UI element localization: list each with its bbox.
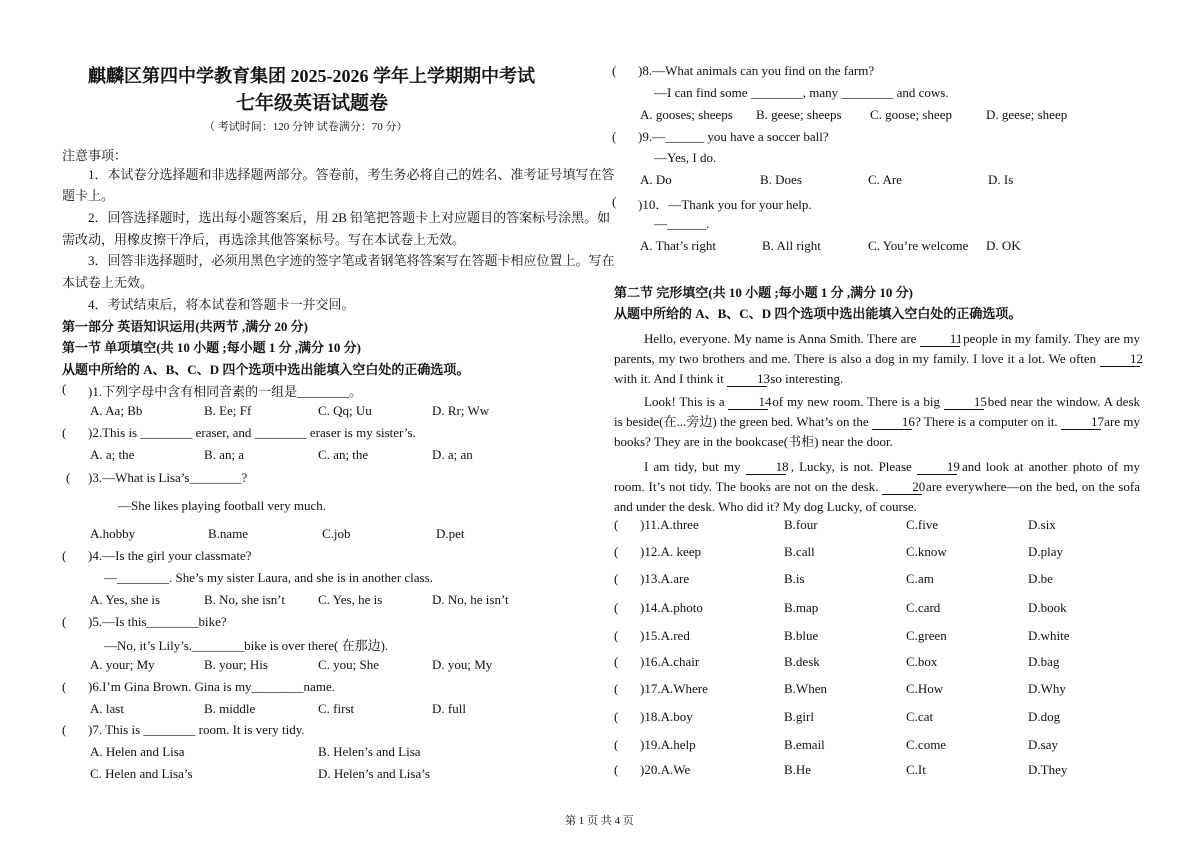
question-stem: )3.—What is Lisa’s________? [88, 470, 248, 485]
answer-paren: ( [62, 548, 67, 563]
cloze-option-b: B.desk [784, 654, 820, 669]
option-c: C. Qq; Uu [318, 403, 372, 418]
section1-heading: 第一节 单项填空(共 10 小题 ;每小题 1 分 ,满分 10 分) [62, 340, 361, 355]
section1-instruction: 从题中所给的 A、B、C、D 四个选项中选出能填入空白处的正确选项。 [62, 362, 470, 377]
option-a: A.hobby [90, 526, 136, 541]
option-c: C. Helen and Lisa’s [90, 766, 193, 781]
answer-paren: ( [614, 517, 619, 532]
answer-paren: ( [614, 681, 619, 696]
option-d: D. Is [988, 172, 1014, 187]
question-stem: )2.This is ________ eraser, and ________ eraser is my sister’s. [88, 425, 416, 440]
cloze-option-c: C.am [906, 571, 934, 586]
answer-paren: ( [612, 129, 617, 144]
option-b: B. No, she isn’t [204, 592, 286, 607]
option-c: C. Are [868, 172, 902, 187]
answer-paren: ( [62, 722, 67, 737]
answer-paren: ( [62, 614, 67, 629]
option-a: A. Yes, she is [90, 592, 161, 607]
cloze-option-a: )16.A.chair [640, 654, 700, 669]
answer-paren: ( [62, 679, 67, 694]
blank-13: 13 [727, 372, 767, 387]
cloze-paragraph: Hello, everyone. My name is Anna Smith. There are 11 people in my family. They are my parents, my two brothers and me. There is also a dog in my family. I love it a lot. We often 12 with it. And I think it 13 so interesting. [614, 331, 1143, 386]
section2-heading: 第二节 完形填空(共 10 小题 ;每小题 1 分 ,满分 10 分) [614, 285, 913, 300]
note-line: 本试卷上无效。 [62, 275, 154, 290]
note-line: 4．考试结束后，将本试卷和答题卡一并交回。 [88, 297, 355, 312]
part1-heading: 第一部分 英语知识运用(共两节 ,满分 20 分) [62, 319, 308, 334]
answer-paren: ( [614, 737, 619, 752]
blank-12: 12 [1100, 352, 1140, 367]
cloze-option-a: )11.A.three [640, 517, 699, 532]
option-b: B.name [208, 526, 249, 541]
option-d: D. full [432, 701, 466, 716]
cloze-option-a: )13.A.are [640, 571, 690, 586]
option-a: A. That’s right [640, 238, 716, 253]
cloze-option-a: )12.A. keep [640, 544, 702, 559]
note-line: 1．本试卷分选择题和非选择题两部分。答卷前，考生务必将自己的姓名、准考证号填写在答 [88, 167, 615, 182]
cloze-option-d: D.bag [1028, 654, 1060, 669]
question-stem: )7. This is ________ room. It is very tidy. [88, 722, 305, 737]
cloze-option-c: C.box [906, 654, 938, 669]
exam-meta: （ 考试时间：120 分钟 试卷满分：70 分） [204, 121, 408, 133]
answer-paren: ( [614, 600, 619, 615]
option-d: D.pet [436, 526, 465, 541]
cloze-option-d: D.white [1028, 628, 1070, 643]
cloze-option-b: B.is [784, 571, 805, 586]
option-a: A. last [90, 701, 124, 716]
cloze-option-c: C.It [906, 762, 926, 777]
cloze-option-d: D.say [1028, 737, 1058, 752]
question-line: —I can find some ________, many ________ and cows. [654, 85, 949, 100]
option-b: B. Ee; Ff [204, 403, 252, 418]
answer-paren: ( [614, 709, 619, 724]
option-c: C.job [322, 526, 351, 541]
answer-paren: ( [614, 762, 619, 777]
option-b: B. middle [204, 701, 256, 716]
answer-paren: ( [614, 544, 619, 559]
option-d: D. No, he isn’t [432, 592, 509, 607]
option-a: A. gooses; sheeps [640, 107, 733, 122]
cloze-option-b: B.four [784, 517, 818, 532]
question-line: —________. She’s my sister Laura, and she is in another class. [104, 570, 433, 585]
cloze-option-b: B.map [784, 600, 819, 615]
note-line: 需改动，用橡皮擦干净后，再选涂其他答案标号。写在本试卷上无效。 [62, 232, 466, 247]
option-a: A. Helen and Lisa [90, 744, 185, 759]
option-a: A. your; My [90, 657, 155, 672]
option-c: C. first [318, 701, 355, 716]
cloze-option-d: D.six [1028, 517, 1056, 532]
cloze-option-a: )17.A.Where [640, 681, 708, 696]
question-stem: )1.下列字母中含有相同音素的一组是________。 [88, 384, 363, 399]
question-line: —______. [654, 216, 710, 231]
blank-19: 19 [917, 460, 957, 475]
question-stem: )4.—Is the girl your classmate? [88, 548, 252, 563]
option-c: C. You’re welcome [868, 238, 969, 253]
blank-17: 17 [1061, 415, 1101, 430]
option-b: B. All right [762, 238, 821, 253]
blank-11: 11 [920, 332, 960, 347]
cloze-option-c: C.How [906, 681, 944, 696]
option-d: D. you; My [432, 657, 493, 672]
cloze-option-c: C.cat [906, 709, 934, 724]
cloze-option-d: D.play [1028, 544, 1064, 559]
option-a: A. a; the [90, 447, 135, 462]
cloze-paragraph: I am tidy, but my 18 , Lucky, is not. Please 19 and look at another photo of my room. It’s not tidy. The books are not on the desk. 20 are everywhere—on the bed, on the sofa and under the desk. Who did it? My dog Lucky, of course. [614, 459, 1141, 514]
option-c: C. Yes, he is [318, 592, 383, 607]
cloze-option-d: D.book [1028, 600, 1067, 615]
question-line: —Yes, I do. [654, 150, 717, 165]
question-stem: )10．—Thank you for your help. [638, 197, 812, 212]
question-stem: )8.—What animals can you find on the farm? [638, 63, 875, 78]
option-b: B. your; His [204, 657, 268, 672]
answer-paren: ( [612, 194, 617, 209]
section2-instruction: 从题中所给的 A、B、C、D 四个选项中选出能填入空白处的正确选项。 [614, 306, 1022, 321]
cloze-option-d: D.Why [1028, 681, 1066, 696]
option-d: D. Helen’s and Lisa’s [318, 766, 430, 781]
cloze-option-b: B.email [784, 737, 825, 752]
cloze-option-a: )18.A.boy [640, 709, 693, 724]
question-stem: )6.I’m Gina Brown. Gina is my________name. [88, 679, 335, 694]
option-a: A. Do [640, 172, 672, 187]
option-b: B. an; a [204, 447, 245, 462]
note-line: 2．回答选择题时，选出每小题答案后，用 2B 铅笔把答题卡上对应题目的答案标号涂黑。如 [88, 210, 611, 225]
answer-paren: ( [614, 654, 619, 669]
notes-heading: 注意事项： [62, 148, 128, 163]
blank-20: 20 [882, 480, 922, 495]
cloze-option-c: C.know [906, 544, 947, 559]
cloze-option-a: )14.A.photo [640, 600, 703, 615]
cloze-option-c: C.card [906, 600, 941, 615]
cloze-option-d: D.be [1028, 571, 1053, 586]
cloze-option-d: D.They [1028, 762, 1068, 777]
option-c: C. you; She [318, 657, 380, 672]
cloze-option-b: B.He [784, 762, 812, 777]
answer-paren: ( [66, 470, 71, 485]
option-a: A. Aa; Bb [90, 403, 143, 418]
answer-paren: ( [614, 628, 619, 643]
option-d: D. geese; sheep [986, 107, 1068, 122]
note-line: 题卡上。 [62, 188, 115, 203]
cloze-option-a: )20.A.We [640, 762, 691, 777]
cloze-option-b: B.girl [784, 709, 814, 724]
answer-paren: ( [62, 381, 67, 396]
option-c: C. an; the [318, 447, 369, 462]
cloze-option-c: C.come [906, 737, 947, 752]
question-stem: )9.—______ you have a soccer ball? [638, 129, 829, 144]
cloze-option-d: D.dog [1028, 709, 1061, 724]
cloze-option-c: C.five [906, 517, 939, 532]
cloze-option-a: )15.A.red [640, 628, 690, 643]
blank-15: 15 [944, 395, 984, 410]
answer-paren: ( [612, 63, 617, 78]
option-b: B. Helen’s and Lisa [318, 744, 421, 759]
cloze-option-a: )19.A.help [640, 737, 696, 752]
option-b: B. geese; sheeps [756, 107, 842, 122]
exam-subtitle: 七年级英语试题卷 [236, 93, 389, 114]
cloze-option-c: C.green [906, 628, 947, 643]
note-line: 3．回答非选择题时，必须用黑色字迹的签字笔或者钢笔将答案写在答题卡相应位置上。写在 [88, 253, 615, 268]
cloze-option-b: B.When [784, 681, 827, 696]
question-line: —She likes playing football very much. [118, 498, 326, 513]
answer-paren: ( [62, 425, 67, 440]
option-c: C. goose; sheep [870, 107, 952, 122]
option-d: D. OK [986, 238, 1021, 253]
cloze-paragraph: Look! This is a 14 of my new room. There is a big 15 bed near the window. A desk is beside(在...旁边) the green bed. What’s on the 16 ? There is a computer on it. 17 are my books? They are in the bookcase(书柜) near the door. [614, 394, 1141, 449]
blank-18: 18 [746, 460, 786, 475]
blank-16: 16 [872, 415, 912, 430]
blank-14: 14 [728, 395, 768, 410]
exam-title: 麒麟区第四中学教育集团 2025-2026 学年上学期期中考试 [88, 66, 535, 86]
answer-paren: ( [614, 571, 619, 586]
option-b: B. Does [760, 172, 802, 187]
page-number: 第 1 页 共 4 页 [565, 815, 634, 827]
question-stem: )5.—Is this________bike? [88, 614, 227, 629]
option-d: D. Rr; Ww [432, 403, 490, 418]
option-d: D. a; an [432, 447, 473, 462]
question-line: —No, it’s Lily’s.________bike is over there( 在那边). [104, 638, 389, 653]
cloze-option-b: B.blue [784, 628, 819, 643]
cloze-option-b: B.call [784, 544, 815, 559]
